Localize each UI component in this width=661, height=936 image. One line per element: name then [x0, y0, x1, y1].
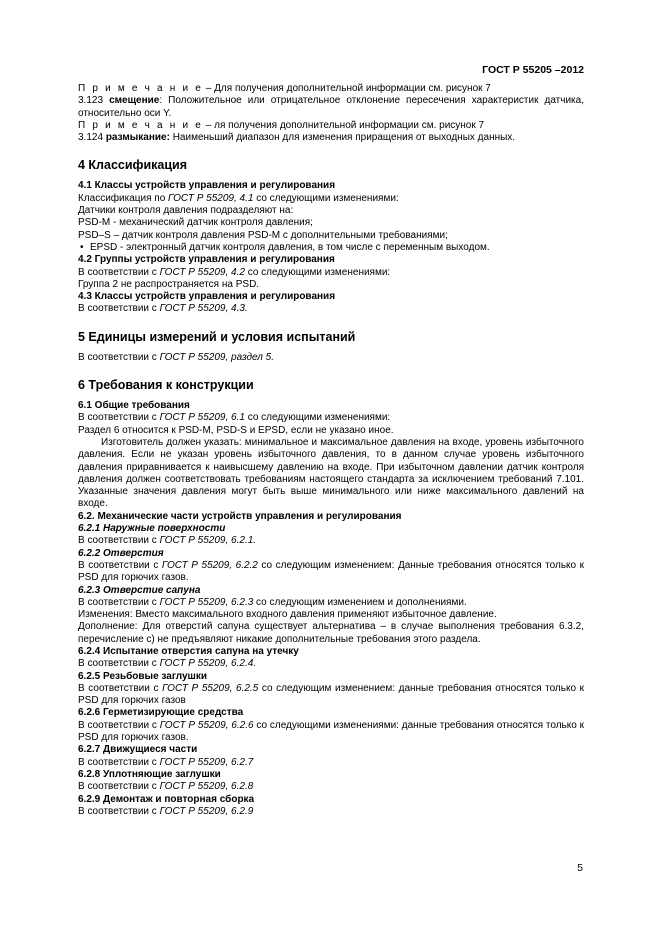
- paragraph: Классификация по ГОСТ Р 55209, 4.1 со следующими изменениями:: [78, 192, 399, 204]
- document-body: [78, 83, 584, 818]
- definition-3-124: 3.124 размыкание: Наименьший диапазон для изменения приращения от выходных данных.: [78, 132, 516, 144]
- section-6-2-5-title: 6.2.5 Резьбовые заглушки: [78, 670, 208, 682]
- paragraph: В соответствии с ГОСТ Р 55209, 6.2.7: [78, 756, 254, 768]
- section-5-title: 5 Единицы измерений и условия испытаний: [78, 329, 356, 344]
- paragraph: В соответствии с ГОСТ Р 55209, 6.1 со следующими изменениями:: [78, 412, 391, 424]
- paragraph: Датчики контроля давления подразделяют на:: [78, 205, 294, 217]
- note-2: П р и м е ч а н и е – ля получения дополнительной информации см. рисунок 7: [78, 119, 485, 131]
- section-4-title: 4 Классификация: [78, 158, 188, 173]
- section-4-1-title: 4.1 Классы устройств управления и регулирования: [78, 180, 336, 192]
- paragraph: В соответствии с ГОСТ Р 55209, 6.2.4.: [78, 658, 257, 670]
- section-4-3-title: 4.3 Классы устройств управления и регулирования: [78, 291, 336, 303]
- note-1: П р и м е ч а н и е – Для получения дополнительной информации см. рисунок 7: [78, 83, 491, 94]
- paragraph: Изготовитель должен указать: минимальное и максимальное давления на входе, уровень избыточного давления. Если не указан уровень избыточного давления, то в данном случае уровень избыточного давления приравнивается к наивысшему давлению на входе. При избыточном давлении датчик контроля давления должен соответствовать требованиям настоящего стандарта за исключением требований 7.101. Указанные значения давления могут быть выше минимального или ниже максимального давлений на входе.: [78, 436, 584, 510]
- paragraph: В соответствии с ГОСТ Р 55209, 6.2.1.: [78, 535, 257, 547]
- section-6-2-9-title: 6.2.9 Демонтаж и повторная сборка: [78, 793, 255, 805]
- paragraph: Изменения: Вместо максимального входного давления применяют избыточное давление.: [78, 609, 497, 621]
- page-number: 5: [577, 862, 583, 874]
- section-6-2-2-title: 6.2.2 Отверстия: [78, 547, 164, 559]
- paragraph: В соответствии с ГОСТ Р 55209, 6.2.9: [78, 805, 254, 817]
- section-6-2-4-title: 6.2.4 Испытание отверстия сапуна на утечку: [78, 645, 299, 657]
- paragraph: В соответствии с ГОСТ Р 55209, 4.2 со следующими изменениями:: [78, 266, 391, 278]
- paragraph: В соответствии с ГОСТ Р 55209, 6.2.8: [78, 781, 254, 793]
- section-6-1-title: 6.1 Общие требования: [78, 400, 190, 412]
- paragraph: В соответствии с ГОСТ Р 55209, 4.3.: [78, 303, 248, 315]
- section-6-2-6-title: 6.2.6 Герметизирующие средства: [78, 707, 244, 719]
- paragraph: В соответствии с ГОСТ Р 55209, 6.2.2 со следующим изменением: Данные требования относятся только к PSD для горючих газов.: [78, 559, 584, 584]
- section-6-title: 6 Требования к конструкции: [78, 378, 254, 393]
- paragraph: В соответствии с ГОСТ Р 55209, 6.2.3 со следующим изменением и дополнениями.: [78, 596, 467, 608]
- section-6-2-title: 6.2. Механические части устройств управления и регулирования: [78, 510, 402, 522]
- paragraph: Раздел 6 относится к PSD-M, PSD-S и EPSD, если не указано иное.: [78, 424, 394, 436]
- paragraph: Дополнение: Для отверстий сапуна существует альтернатива – в случае выполнения требования 6.3.2, перечисление c) не предъявляют никакие дополнительные требования этого раздела.: [78, 621, 584, 645]
- paragraph: Группа 2 не распространяется на PSD.: [78, 278, 260, 290]
- section-6-2-1-title: 6.2.1 Наружные поверхности: [78, 523, 226, 535]
- section-4-2-title: 4.2 Группы устройств управления и регулирования: [78, 254, 335, 266]
- paragraph: В соответствии с ГОСТ Р 55209, раздел 5.: [78, 351, 274, 363]
- document-header: ГОСТ Р 55205 –2012: [482, 64, 584, 76]
- paragraph: В соответствии с ГОСТ Р 55209, 6.2.6 со следующими изменениями: данные требования относятся только к PSD для горючих газов.: [78, 719, 585, 744]
- list-item: • EPSD - электронный датчик контроля давления, в том числе с переменным выходом.: [80, 241, 490, 253]
- section-6-2-3-title: 6.2.3 Отверстие сапуна: [78, 584, 201, 596]
- paragraph: PSD–S – датчик контроля давления PSD-M с дополнительными требованиями;: [78, 229, 448, 241]
- definition-3-123: 3.123 смещение: Положительное или отрицательное отклонение пересечения характеристик датчика, относительно оси Y.: [78, 95, 584, 119]
- paragraph: PSD-M - механический датчик контроля давления;: [78, 217, 313, 229]
- section-6-2-8-title: 6.2.8 Уплотняющие заглушки: [78, 768, 221, 780]
- bullet: •: [80, 241, 84, 253]
- paragraph: В соответствии с ГОСТ Р 55209, 6.2.5 со следующим изменением: данные требования относятся только к PSD для горючих газов: [78, 682, 584, 707]
- section-6-2-7-title: 6.2.7 Движущиеся части: [78, 744, 198, 756]
